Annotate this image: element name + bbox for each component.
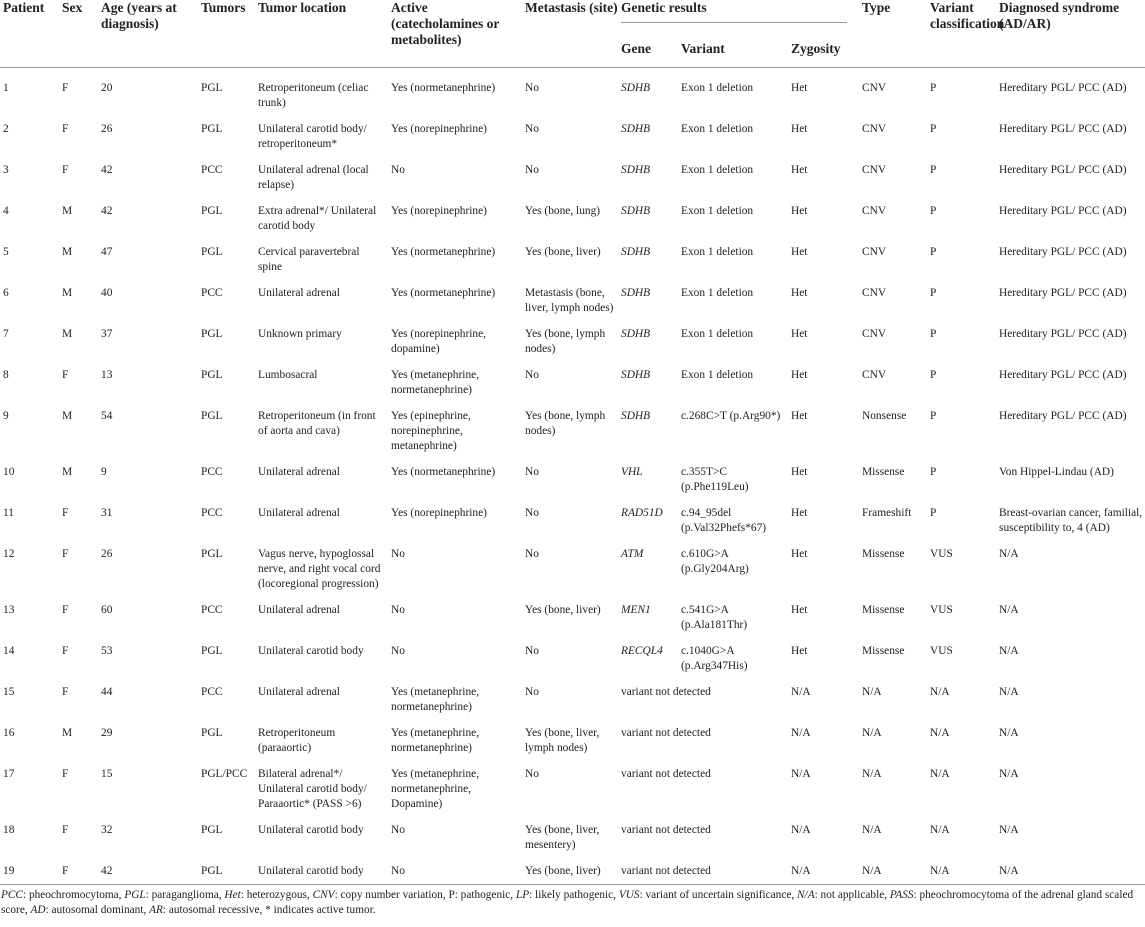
cell-variant: Exon 1 deletion [681, 123, 754, 135]
cell-metastasis: Yes (bone, lymph nodes) [525, 410, 606, 437]
cell-zygosity: Het [791, 164, 808, 176]
cell-diagnosed-syndrome: Hereditary PGL/ PCC (AD) [999, 164, 1127, 176]
cell-patient: 2 [3, 123, 9, 135]
cell-tumor-location: Unilateral adrenal [258, 287, 340, 299]
cell-patient: 15 [3, 686, 15, 698]
cell-zygosity: Het [791, 82, 808, 94]
cell-sex: M [62, 287, 73, 299]
cell-zygosity: N/A [791, 824, 811, 836]
footnote-text: : not applicable, [814, 889, 890, 901]
cell-variant-classification: VUS [930, 548, 953, 560]
cell-gene: SDHB [621, 82, 651, 94]
cell-sex: F [62, 548, 69, 560]
cell-tumors: PGL [201, 123, 223, 135]
cell-diagnosed-syndrome: N/A [999, 604, 1019, 616]
table-row [0, 495, 1145, 536]
cell-variant-classification: N/A [930, 824, 950, 836]
cell-type: N/A [862, 727, 882, 739]
cell-variant-classification: N/A [930, 865, 950, 877]
cell-diagnosed-syndrome: N/A [999, 645, 1019, 657]
cell-tumors: PGL [201, 824, 223, 836]
table-row [0, 633, 1145, 674]
cell-active: Yes (normetanephrine) [391, 246, 496, 258]
cell-age: 32 [101, 824, 113, 836]
cell-sex: M [62, 410, 73, 422]
cell-tumors: PGL [201, 205, 223, 217]
cell-type: N/A [862, 768, 882, 780]
cell-variant-classification: N/A [930, 727, 950, 739]
cell-diagnosed-syndrome: N/A [999, 768, 1019, 780]
cell-patient: 1 [3, 82, 9, 94]
cell-patient: 6 [3, 287, 9, 299]
cell-variant: c.355T>C (p.Phe119Leu) [681, 466, 749, 493]
cell-sex: F [62, 645, 69, 657]
cell-diagnosed-syndrome: N/A [999, 824, 1019, 836]
cell-tumor-location: Retroperitoneum (celiac trunk) [258, 82, 369, 109]
cell-tumor-location: Unilateral carotid body [258, 865, 364, 877]
cell-variant: c.94_95del (p.Val32Phefs*67) [681, 507, 767, 534]
footnote-abbreviation: LP [515, 889, 530, 901]
cell-tumor-location: Unilateral adrenal [258, 604, 340, 616]
cell-tumors: PGL [201, 548, 223, 560]
header-variant: Variant [681, 41, 725, 56]
cell-variant-classification: P [930, 328, 937, 340]
cell-diagnosed-syndrome: N/A [999, 727, 1019, 739]
cell-zygosity: Het [791, 246, 808, 258]
cell-patient: 19 [3, 865, 15, 877]
cell-variant-classification: VUS [930, 645, 953, 657]
cell-type: CNV [862, 164, 887, 176]
cell-type: CNV [862, 328, 887, 340]
cell-tumor-location: Cervical paravertebral spine [258, 246, 360, 273]
cell-gene: SDHB [621, 410, 651, 422]
cell-patient: 17 [3, 768, 15, 780]
cell-variant-classification: P [930, 507, 937, 519]
cell-tumors: PCC [201, 604, 223, 616]
cell-active: Yes (norepinephrine) [391, 123, 487, 135]
cell-metastasis: No [525, 507, 539, 519]
cell-active: No [391, 548, 405, 560]
cell-active: No [391, 824, 405, 836]
table-row [0, 853, 1145, 885]
cell-tumors: PGL [201, 645, 223, 657]
cell-tumor-location: Extra adrenal*/ Unilateral carotid body [258, 205, 377, 232]
cell-type: N/A [862, 865, 882, 877]
cell-variant-classification: N/A [930, 686, 950, 698]
cell-diagnosed-syndrome: Hereditary PGL/ PCC (AD) [999, 328, 1127, 340]
cell-zygosity: Het [791, 410, 808, 422]
cell-sex: M [62, 246, 73, 258]
cell-variant-not-detected: variant not detected [621, 727, 711, 739]
cell-zygosity: Het [791, 123, 808, 135]
cell-zygosity: N/A [791, 686, 811, 698]
cell-metastasis: Yes (bone, lung) [525, 205, 601, 217]
cell-tumor-location: Retroperitoneum (paraaortic) [258, 727, 336, 754]
cell-tumor-location: Unilateral adrenal [258, 686, 340, 698]
cell-type: N/A [862, 824, 882, 836]
footnote-abbreviation: AD [30, 904, 46, 916]
cell-sex: F [62, 82, 69, 94]
footnote-text: : likely pathogenic, [529, 889, 619, 901]
cell-age: 42 [101, 865, 113, 877]
cell-variant: Exon 1 deletion [681, 164, 754, 176]
cell-type: CNV [862, 287, 887, 299]
cell-tumor-location: Lumbosacral [258, 369, 318, 381]
table-body [0, 68, 1145, 885]
cell-diagnosed-syndrome: Hereditary PGL/ PCC (AD) [999, 410, 1127, 422]
footnote-text: : pheochromocytoma of the adrenal gland scaled score, [1, 889, 1134, 916]
cell-metastasis: Metastasis (bone, liver, lymph nodes) [525, 287, 614, 314]
cell-sex: F [62, 686, 69, 698]
table-row [0, 812, 1145, 853]
cell-gene: RECQL4 [621, 645, 663, 657]
cell-metastasis: No [525, 123, 539, 135]
footnote-text: : heterozygous, [240, 889, 313, 901]
cell-age: 37 [101, 328, 113, 340]
cell-patient: 14 [3, 645, 15, 657]
cell-variant-not-detected: variant not detected [621, 824, 711, 836]
cell-type: CNV [862, 246, 887, 258]
cell-tumor-location: Vagus nerve, hypoglossal nerve, and right vocal cord (locoregional progression) [258, 548, 381, 590]
cell-zygosity: Het [791, 507, 808, 519]
cell-sex: M [62, 205, 73, 217]
cell-tumors: PCC [201, 466, 223, 478]
cell-zygosity: Het [791, 205, 808, 217]
cell-patient: 12 [3, 548, 15, 560]
cell-tumors: PGL [201, 369, 223, 381]
cell-patient: 3 [3, 164, 9, 176]
cell-metastasis: No [525, 164, 539, 176]
cell-diagnosed-syndrome: Hereditary PGL/ PCC (AD) [999, 369, 1127, 381]
cell-sex: F [62, 164, 69, 176]
cell-tumors: PGL [201, 865, 223, 877]
footnote-text: : autosomal dominant, [45, 904, 150, 916]
table-row [0, 111, 1145, 152]
table-row [0, 674, 1145, 715]
cell-tumor-location: Unilateral carotid body [258, 824, 364, 836]
cell-age: 44 [101, 686, 113, 698]
cell-patient: 7 [3, 328, 9, 340]
cell-type: CNV [862, 82, 887, 94]
cell-patient: 8 [3, 369, 9, 381]
cell-patient: 13 [3, 604, 15, 616]
cell-patient: 5 [3, 246, 9, 258]
cell-tumors: PCC [201, 287, 223, 299]
table-row [0, 756, 1145, 812]
cell-diagnosed-syndrome: Hereditary PGL/ PCC (AD) [999, 246, 1127, 258]
cell-active: No [391, 645, 405, 657]
cell-patient: 18 [3, 824, 15, 836]
cell-metastasis: No [525, 466, 539, 478]
cell-gene: VHL [621, 466, 643, 478]
table-row [0, 592, 1145, 633]
cell-gene: SDHB [621, 328, 651, 340]
footnote-abbreviation: Het [224, 889, 241, 901]
cell-variant-classification: P [930, 123, 937, 135]
cell-metastasis: Yes (bone, liver, mesentery) [525, 824, 600, 851]
cell-variant: c.610G>A (p.Gly204Arg) [681, 548, 749, 575]
cell-gene: MEN1 [621, 604, 651, 616]
table-row [0, 234, 1145, 275]
table-row [0, 536, 1145, 592]
cell-variant: c.541G>A (p.Ala181Thr) [681, 604, 748, 631]
cell-patient: 9 [3, 410, 9, 422]
cell-age: 53 [101, 645, 113, 657]
cell-age: 47 [101, 246, 113, 258]
cell-diagnosed-syndrome: Breast-ovarian cancer, familial, susceptibility to, 4 (AD) [999, 507, 1143, 534]
cell-tumor-location: Unknown primary [258, 328, 342, 340]
cell-diagnosed-syndrome: Von Hippel-Lindau (AD) [999, 466, 1114, 478]
cell-tumor-location: Unilateral adrenal [258, 466, 340, 478]
cell-gene: SDHB [621, 123, 651, 135]
cell-metastasis: No [525, 82, 539, 94]
cell-diagnosed-syndrome: Hereditary PGL/ PCC (AD) [999, 82, 1127, 94]
table-row [0, 357, 1145, 398]
cell-active: Yes (epinephrine, norepinephrine, metanephrine) [391, 410, 471, 452]
cell-age: 13 [101, 369, 113, 381]
header-genetic-results: Genetic results [621, 0, 847, 23]
footnote-abbreviation: PASS [889, 889, 914, 901]
header-patient: Patient [3, 0, 45, 15]
cell-gene: RAD51D [621, 507, 663, 519]
cell-active: Yes (norepinephrine) [391, 205, 487, 217]
cell-active: No [391, 604, 405, 616]
cell-metastasis: Yes (bone, liver) [525, 865, 601, 877]
cell-active: Yes (norepinephrine) [391, 507, 487, 519]
cell-age: 40 [101, 287, 113, 299]
cell-age: 26 [101, 548, 113, 560]
cell-variant: Exon 1 deletion [681, 287, 754, 299]
cell-tumors: PGL [201, 82, 223, 94]
cell-tumors: PGL/PCC [201, 768, 248, 780]
cell-variant-classification: P [930, 287, 937, 299]
cell-metastasis: Yes (bone, liver, lymph nodes) [525, 727, 600, 754]
cell-variant-classification: P [930, 82, 937, 94]
cell-variant-classification: P [930, 466, 937, 478]
cell-variant-not-detected: variant not detected [621, 686, 711, 698]
cell-variant: Exon 1 deletion [681, 369, 754, 381]
cell-sex: F [62, 824, 69, 836]
cell-patient: 11 [3, 507, 14, 519]
cell-patient: 4 [3, 205, 9, 217]
cell-age: 42 [101, 205, 113, 217]
cell-tumor-location: Unilateral carotid body [258, 645, 364, 657]
cell-zygosity: Het [791, 548, 808, 560]
cell-variant: c.1040G>A (p.Arg347His) [681, 645, 748, 672]
cell-age: 26 [101, 123, 113, 135]
table-row [0, 275, 1145, 316]
cell-variant-classification: P [930, 164, 937, 176]
table-row [0, 715, 1145, 756]
cell-variant: Exon 1 deletion [681, 246, 754, 258]
header-variant-classification: Variant classification [930, 0, 1005, 31]
cell-variant: c.268C>T (p.Arg90*) [681, 410, 781, 422]
header-tumor-location: Tumor location [258, 0, 347, 15]
cell-gene: SDHB [621, 164, 651, 176]
cell-sex: F [62, 369, 69, 381]
footnote-text: : copy number variation, P: pathogenic, [334, 889, 516, 901]
cell-gene: ATM [621, 548, 644, 560]
footnote-text: : pheochromocytoma, [22, 889, 125, 901]
cell-active: Yes (normetanephrine) [391, 466, 496, 478]
cell-type: CNV [862, 205, 887, 217]
footnote-text: : variant of uncertain significance, [639, 889, 798, 901]
cell-diagnosed-syndrome: Hereditary PGL/ PCC (AD) [999, 123, 1127, 135]
cell-tumors: PCC [201, 164, 223, 176]
cell-sex: F [62, 768, 69, 780]
footnote-text: : autosomal recessive, * indicates active tumor. [162, 904, 376, 916]
cell-type: Missense [862, 466, 905, 478]
footnote-abbreviation: AR [149, 904, 163, 916]
cell-variant: Exon 1 deletion [681, 328, 754, 340]
cell-metastasis: No [525, 369, 539, 381]
cell-type: Frameshift [862, 507, 912, 519]
table-row [0, 152, 1145, 193]
cell-age: 15 [101, 768, 113, 780]
cell-metastasis: Yes (bone, liver) [525, 604, 601, 616]
cell-variant-classification: VUS [930, 604, 953, 616]
cell-variant-not-detected: variant not detected [621, 865, 711, 877]
cell-sex: M [62, 466, 73, 478]
cell-tumor-location: Unilateral carotid body/ retroperitoneum* [258, 123, 367, 150]
cell-type: CNV [862, 369, 887, 381]
header-diagnosed-syndrome: Diagnosed syndrome (AD/AR) [999, 0, 1120, 31]
cell-gene: SDHB [621, 246, 651, 258]
cell-zygosity: N/A [791, 768, 811, 780]
table-footnote [0, 885, 1145, 918]
cell-active: Yes (metanephrine, normetanephrine) [391, 686, 480, 713]
cell-sex: F [62, 604, 69, 616]
cell-age: 29 [101, 727, 113, 739]
cell-active: Yes (metanephrine, normetanephrine) [391, 727, 480, 754]
footnote-abbreviation: PCC [1, 889, 23, 901]
header-gene: Gene [621, 41, 651, 56]
cell-sex: F [62, 507, 69, 519]
header-zygosity: Zygosity [791, 41, 841, 56]
table-row [0, 398, 1145, 454]
cell-zygosity: Het [791, 328, 808, 340]
cell-metastasis: No [525, 548, 539, 560]
footnote-text: : paraganglioma, [145, 889, 225, 901]
cell-tumor-location: Bilateral adrenal*/ Unilateral carotid body/ Paraaortic* (PASS >6) [258, 768, 367, 810]
cell-tumor-location: Unilateral adrenal (local relapse) [258, 164, 369, 191]
table-row [0, 454, 1145, 495]
cell-active: Yes (normetanephrine) [391, 82, 496, 94]
cell-active: No [391, 164, 405, 176]
cell-tumor-location: Unilateral adrenal [258, 507, 340, 519]
header-tumors: Tumors [201, 0, 246, 15]
cell-zygosity: Het [791, 287, 808, 299]
cell-zygosity: N/A [791, 865, 811, 877]
cell-tumors: PGL [201, 328, 223, 340]
header-type: Type [862, 0, 891, 15]
cell-variant-classification: P [930, 205, 937, 217]
cell-tumors: PGL [201, 246, 223, 258]
cell-metastasis: Yes (bone, lymph nodes) [525, 328, 606, 355]
cell-tumors: PCC [201, 507, 223, 519]
cell-tumor-location: Retroperitoneum (in front of aorta and cava) [258, 410, 376, 437]
cell-type: Missense [862, 604, 905, 616]
cell-age: 60 [101, 604, 113, 616]
table-row [0, 68, 1145, 112]
cell-type: N/A [862, 686, 882, 698]
footnote-abbreviation: CNV [312, 889, 335, 901]
cell-type: Missense [862, 645, 905, 657]
footnote-abbreviation: N/A [797, 889, 815, 901]
cell-tumors: PCC [201, 686, 223, 698]
cell-variant-classification: P [930, 369, 937, 381]
cell-diagnosed-syndrome: N/A [999, 548, 1019, 560]
cell-gene: SDHB [621, 205, 651, 217]
cell-variant-classification: P [930, 410, 937, 422]
cell-diagnosed-syndrome: Hereditary PGL/ PCC (AD) [999, 287, 1127, 299]
cell-variant-classification: P [930, 246, 937, 258]
cell-zygosity: Het [791, 369, 808, 381]
cell-type: CNV [862, 123, 887, 135]
cell-gene: SDHB [621, 369, 651, 381]
cell-diagnosed-syndrome: N/A [999, 865, 1019, 877]
footnote-abbreviation: PGL [124, 889, 146, 901]
cell-zygosity: N/A [791, 727, 811, 739]
cell-zygosity: Het [791, 604, 808, 616]
cell-age: 31 [101, 507, 113, 519]
cell-variant: Exon 1 deletion [681, 82, 754, 94]
header-sex: Sex [62, 0, 83, 15]
cell-age: 9 [101, 466, 107, 478]
cell-zygosity: Het [791, 645, 808, 657]
cell-sex: F [62, 123, 69, 135]
cell-age: 42 [101, 164, 113, 176]
cell-type: Nonsense [862, 410, 907, 422]
cell-variant-not-detected: variant not detected [621, 768, 711, 780]
table-row [0, 193, 1145, 234]
table-row [0, 316, 1145, 357]
cell-metastasis: No [525, 768, 539, 780]
cell-age: 54 [101, 410, 113, 422]
cell-metastasis: No [525, 645, 539, 657]
cell-diagnosed-syndrome: Hereditary PGL/ PCC (AD) [999, 205, 1127, 217]
cell-zygosity: Het [791, 466, 808, 478]
cell-active: Yes (metanephrine, normetanephrine, Dopamine) [391, 768, 480, 810]
cell-gene: SDHB [621, 287, 651, 299]
cell-patient: 10 [3, 466, 15, 478]
cell-diagnosed-syndrome: N/A [999, 686, 1019, 698]
cell-type: Missense [862, 548, 905, 560]
cell-active: No [391, 865, 405, 877]
cell-patient: 16 [3, 727, 15, 739]
cell-age: 20 [101, 82, 113, 94]
cell-active: Yes (norepinephrine, dopamine) [391, 328, 487, 355]
cell-sex: F [62, 865, 69, 877]
cell-sex: M [62, 328, 73, 340]
cell-tumors: PGL [201, 727, 223, 739]
cell-active: Yes (metanephrine, normetanephrine) [391, 369, 480, 396]
header-metastasis: Metastasis (site) [525, 0, 618, 15]
cell-variant: Exon 1 deletion [681, 205, 754, 217]
cell-sex: M [62, 727, 73, 739]
cell-active: Yes (normetanephrine) [391, 287, 496, 299]
cell-variant-classification: N/A [930, 768, 950, 780]
cell-tumors: PGL [201, 410, 223, 422]
header-active: Active (catecholamines or metabolites) [391, 0, 500, 47]
footnote-abbreviation: VUS [618, 889, 640, 901]
cell-metastasis: Yes (bone, liver) [525, 246, 601, 258]
header-age: Age (years at diagnosis) [101, 0, 177, 31]
cell-metastasis: No [525, 686, 539, 698]
